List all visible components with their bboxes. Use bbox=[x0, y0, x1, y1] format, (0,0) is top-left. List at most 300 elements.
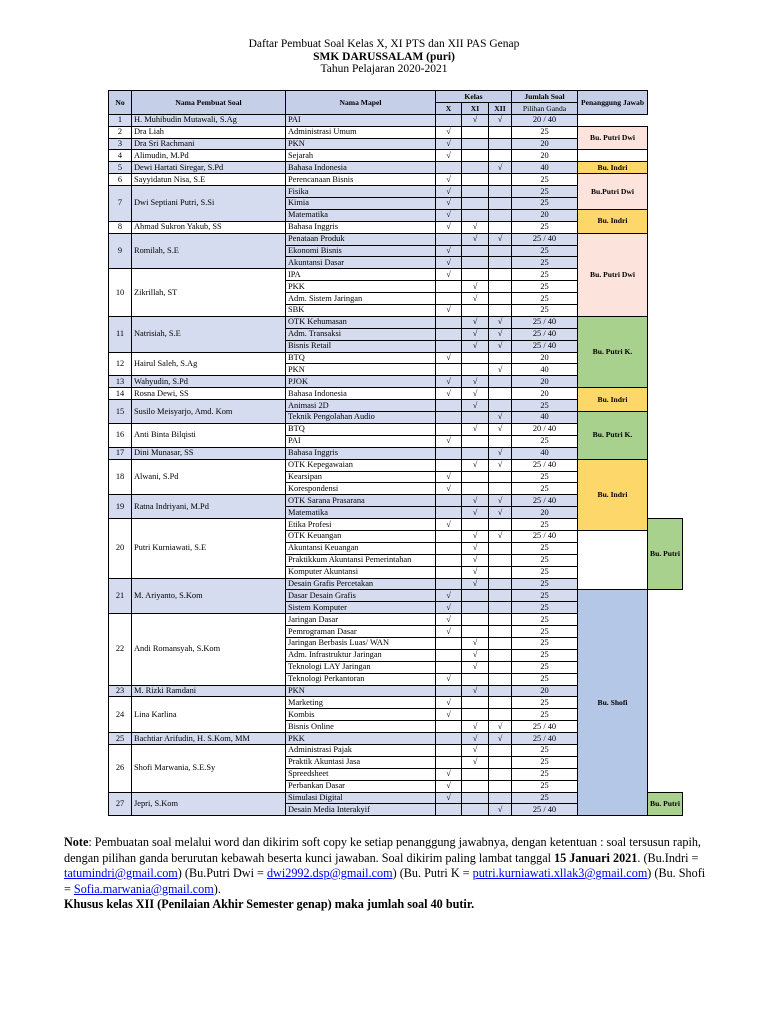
note-label: Note bbox=[64, 835, 89, 849]
question-count: 25 bbox=[512, 614, 578, 626]
class-xii-check: √ bbox=[489, 530, 512, 542]
question-count: 25 bbox=[512, 483, 578, 495]
question-count: 20 bbox=[512, 685, 578, 697]
row-number: 2 bbox=[109, 126, 132, 138]
class-x-check bbox=[436, 530, 462, 542]
class-xii-check bbox=[489, 388, 512, 400]
subject-name: Dasar Desain Grafis bbox=[286, 590, 436, 602]
row-number: 15 bbox=[109, 400, 132, 424]
subject-name: Administrasi Pajak bbox=[286, 744, 436, 756]
subject-name: PAI bbox=[286, 114, 436, 126]
class-xi-check bbox=[462, 174, 489, 186]
teacher-name: Shofi Marwania, S.E.Sy bbox=[132, 744, 286, 792]
class-x-check: √ bbox=[436, 209, 462, 221]
class-x-check bbox=[436, 316, 462, 328]
question-count: 20 bbox=[512, 209, 578, 221]
question-count: 25 / 40 bbox=[512, 804, 578, 816]
class-xi-check: √ bbox=[462, 721, 489, 733]
class-xi-check bbox=[462, 435, 489, 447]
class-xi-check bbox=[462, 412, 489, 424]
row-number: 26 bbox=[109, 744, 132, 792]
teacher-name: Lina Karlina bbox=[132, 697, 286, 733]
class-x-check: √ bbox=[436, 138, 462, 150]
class-xi-check: √ bbox=[462, 388, 489, 400]
class-xii-check bbox=[489, 305, 512, 317]
class-xii-check bbox=[489, 209, 512, 221]
col-header-pj: Penanggung Jawab bbox=[578, 91, 648, 115]
class-xii-check: √ bbox=[489, 340, 512, 352]
class-x-check bbox=[436, 400, 462, 412]
class-x-check bbox=[436, 637, 462, 649]
class-xii-check: √ bbox=[489, 316, 512, 328]
class-xi-check: √ bbox=[462, 340, 489, 352]
class-x-check bbox=[436, 412, 462, 424]
class-x-check bbox=[436, 733, 462, 745]
col-header-jumlah: Jumlah Soal bbox=[512, 91, 578, 103]
subject-name: Perbankan Dasar bbox=[286, 780, 436, 792]
class-xi-check: √ bbox=[462, 566, 489, 578]
subject-name: Teknik Pengolahan Audio bbox=[286, 412, 436, 424]
subject-name: Komputer Akuntansi bbox=[286, 566, 436, 578]
subject-name: PKN bbox=[286, 685, 436, 697]
teacher-name: Susilo Meisyarjo, Amd. Kom bbox=[132, 400, 286, 424]
class-xi-check bbox=[462, 447, 489, 459]
class-x-check bbox=[436, 423, 462, 435]
question-count: 20 bbox=[512, 138, 578, 150]
class-x-check: √ bbox=[436, 768, 462, 780]
class-xii-check bbox=[489, 519, 512, 531]
class-x-check: √ bbox=[436, 780, 462, 792]
class-xii-check bbox=[489, 435, 512, 447]
class-xii-check bbox=[489, 685, 512, 697]
subject-name: SBK bbox=[286, 305, 436, 317]
class-x-check bbox=[436, 447, 462, 459]
class-xii-check bbox=[489, 661, 512, 673]
class-xi-check bbox=[462, 483, 489, 495]
class-x-check: √ bbox=[436, 614, 462, 626]
class-xii-check bbox=[489, 697, 512, 709]
class-xi-check: √ bbox=[462, 459, 489, 471]
subject-name: Adm. Sistem Jaringan bbox=[286, 293, 436, 305]
question-count: 20 bbox=[512, 352, 578, 364]
subject-name: Bahasa Indonesia bbox=[286, 388, 436, 400]
class-x-check: √ bbox=[436, 257, 462, 269]
class-xi-check bbox=[462, 162, 489, 174]
table-row bbox=[109, 126, 683, 138]
teacher-name: Ahmad Sukron Yakub, SS bbox=[132, 221, 286, 233]
question-count: 25 / 40 bbox=[512, 495, 578, 507]
subject-name: PKK bbox=[286, 733, 436, 745]
teacher-name: Natrisiah, S.E bbox=[132, 316, 286, 352]
class-x-check bbox=[436, 721, 462, 733]
subject-name: PKK bbox=[286, 281, 436, 293]
question-count: 25 bbox=[512, 305, 578, 317]
subject-name: Jaringan Berbasis Luas/ WAN bbox=[286, 637, 436, 649]
subject-name: PKN bbox=[286, 138, 436, 150]
class-xi-check: √ bbox=[462, 756, 489, 768]
question-count: 25 bbox=[512, 198, 578, 210]
class-xii-check bbox=[489, 542, 512, 554]
class-xii-check: √ bbox=[489, 721, 512, 733]
teacher-name: Alwani, S.Pd bbox=[132, 459, 286, 495]
subject-name: Perencanaan Bisnis bbox=[286, 174, 436, 186]
question-count: 25 bbox=[512, 578, 578, 590]
class-xii-check bbox=[489, 245, 512, 257]
row-number: 14 bbox=[109, 388, 132, 400]
question-count: 25 bbox=[512, 626, 578, 638]
class-xii-check bbox=[489, 578, 512, 590]
class-x-check bbox=[436, 685, 462, 697]
question-count: 40 bbox=[512, 364, 578, 376]
question-count: 25 bbox=[512, 269, 578, 281]
question-count: 25 bbox=[512, 768, 578, 780]
teacher-name: Dwi Septiani Putri, S.Si bbox=[132, 186, 286, 222]
class-xi-check bbox=[462, 804, 489, 816]
class-xii-check bbox=[489, 792, 512, 804]
table-row bbox=[109, 150, 683, 162]
subject-name: Marketing bbox=[286, 697, 436, 709]
email-link-shofi[interactable]: Sofia.marwania@gmail.com bbox=[73, 881, 214, 896]
class-xi-check bbox=[462, 590, 489, 602]
class-xi-check bbox=[462, 245, 489, 257]
class-xii-check: √ bbox=[489, 162, 512, 174]
question-count: 40 bbox=[512, 447, 578, 459]
responsible-person bbox=[578, 150, 648, 162]
class-xii-check: √ bbox=[489, 233, 512, 245]
class-xi-check bbox=[462, 697, 489, 709]
class-x-check: √ bbox=[436, 590, 462, 602]
class-xii-check bbox=[489, 400, 512, 412]
teacher-name: Dini Munasar, SS bbox=[132, 447, 286, 459]
class-xii-check: √ bbox=[489, 459, 512, 471]
class-xi-check bbox=[462, 269, 489, 281]
class-xii-check bbox=[489, 471, 512, 483]
class-xi-check bbox=[462, 126, 489, 138]
subject-name: Matematika bbox=[286, 209, 436, 221]
class-xi-check: √ bbox=[462, 233, 489, 245]
subject-name: IPA bbox=[286, 269, 436, 281]
class-x-check: √ bbox=[436, 435, 462, 447]
class-x-check bbox=[436, 566, 462, 578]
class-xii-check: √ bbox=[489, 364, 512, 376]
document-title: Daftar Pembuat Soal Kelas X, XI PTS dan XII PAS Genap bbox=[248, 38, 520, 50]
subject-name: Administrasi Umum bbox=[286, 126, 436, 138]
class-xii-check bbox=[489, 637, 512, 649]
class-xii-check: √ bbox=[489, 328, 512, 340]
class-xi-check bbox=[462, 305, 489, 317]
col-header-xii: XII bbox=[489, 102, 512, 114]
class-xi-check bbox=[462, 209, 489, 221]
note-text-4: ) (Bu. Putri K = bbox=[392, 866, 473, 880]
email-link-putri-dwi[interactable]: dwi2992.dsp@gmail.com bbox=[266, 866, 393, 880]
subject-name: Pemrograman Dasar bbox=[286, 626, 436, 638]
class-xi-check: √ bbox=[462, 495, 489, 507]
class-xi-check: √ bbox=[462, 530, 489, 542]
class-xi-check: √ bbox=[462, 221, 489, 233]
class-xi-check: √ bbox=[462, 554, 489, 566]
col-header-no: No bbox=[109, 91, 132, 115]
subject-name: Kombis bbox=[286, 709, 436, 721]
class-x-check bbox=[436, 578, 462, 590]
class-xi-check: √ bbox=[462, 685, 489, 697]
class-xi-check bbox=[462, 614, 489, 626]
class-xii-check: √ bbox=[489, 733, 512, 745]
subject-name: Praktikkum Akuntansi Pemerintahan bbox=[286, 554, 436, 566]
teacher-name: Dra Liah bbox=[132, 126, 286, 138]
class-xi-check bbox=[462, 364, 489, 376]
row-number: 18 bbox=[109, 459, 132, 495]
subject-name: PKN bbox=[286, 364, 436, 376]
subject-name: Animasi 2D bbox=[286, 400, 436, 412]
note-text-3: ) (Bu.Putri Dwi = bbox=[177, 866, 267, 880]
teacher-name: M. Ariyanto, S.Kom bbox=[132, 578, 286, 614]
subject-name: PAI bbox=[286, 435, 436, 447]
class-x-check: √ bbox=[436, 126, 462, 138]
class-xii-check bbox=[489, 483, 512, 495]
class-xi-check: √ bbox=[462, 507, 489, 519]
subject-name: Penataan Produk bbox=[286, 233, 436, 245]
class-xii-check: √ bbox=[489, 114, 512, 126]
class-x-check: √ bbox=[436, 483, 462, 495]
class-xii-check bbox=[489, 614, 512, 626]
responsible-person: Bu. Putri bbox=[648, 519, 683, 590]
question-count: 25 / 40 bbox=[512, 459, 578, 471]
row-number: 27 bbox=[109, 792, 132, 816]
question-count: 25 / 40 bbox=[512, 233, 578, 245]
question-count: 25 bbox=[512, 519, 578, 531]
class-x-check bbox=[436, 364, 462, 376]
teacher-name: Hairul Saleh, S.Ag bbox=[132, 352, 286, 376]
class-x-check: √ bbox=[436, 376, 462, 388]
question-count: 25 bbox=[512, 756, 578, 768]
subject-name: Bisnis Online bbox=[286, 721, 436, 733]
class-x-check bbox=[436, 804, 462, 816]
row-number: 19 bbox=[109, 495, 132, 519]
question-maker-table bbox=[108, 90, 683, 816]
note-text-2: . (Bu.Indri = bbox=[637, 850, 699, 865]
table-row bbox=[109, 578, 683, 590]
table-row bbox=[109, 162, 683, 174]
subject-name: Desain Media Interakyif bbox=[286, 804, 436, 816]
class-xii-check bbox=[489, 744, 512, 756]
subject-name: BTQ bbox=[286, 423, 436, 435]
table-row bbox=[109, 233, 683, 245]
subject-name: Teknologi LAY Jaringan bbox=[286, 661, 436, 673]
teacher-name: Alimudin, M.Pd bbox=[132, 150, 286, 162]
question-count: 25 bbox=[512, 293, 578, 305]
class-x-check bbox=[436, 542, 462, 554]
class-x-check bbox=[436, 233, 462, 245]
question-count: 25 bbox=[512, 780, 578, 792]
class-xii-check bbox=[489, 554, 512, 566]
table-row bbox=[109, 459, 683, 471]
question-count: 25 bbox=[512, 174, 578, 186]
question-count: 25 / 40 bbox=[512, 328, 578, 340]
subject-name: Fisika bbox=[286, 186, 436, 198]
class-xi-check bbox=[462, 198, 489, 210]
class-xi-check: √ bbox=[462, 744, 489, 756]
class-xi-check: √ bbox=[462, 649, 489, 661]
class-xi-check bbox=[462, 673, 489, 685]
row-number: 25 bbox=[109, 733, 132, 745]
question-count: 25 bbox=[512, 281, 578, 293]
class-xi-check bbox=[462, 186, 489, 198]
subject-name: Akuntansi Dasar bbox=[286, 257, 436, 269]
class-x-check: √ bbox=[436, 150, 462, 162]
responsible-person: Bu. Indri bbox=[578, 388, 648, 412]
email-link-putri-k[interactable]: putri.kurniawati.xllak3@gmail.com bbox=[472, 866, 648, 880]
class-xi-check bbox=[462, 138, 489, 150]
class-xii-check bbox=[489, 709, 512, 721]
question-count: 25 bbox=[512, 257, 578, 269]
question-count: 25 / 40 bbox=[512, 733, 578, 745]
class-x-check: √ bbox=[436, 519, 462, 531]
question-count: 25 bbox=[512, 649, 578, 661]
question-count: 25 bbox=[512, 245, 578, 257]
question-count: 25 bbox=[512, 554, 578, 566]
class-xi-check: √ bbox=[462, 293, 489, 305]
class-xi-check: √ bbox=[462, 423, 489, 435]
teacher-name: Ratna Indriyani, M.Pd bbox=[132, 495, 286, 519]
responsible-person: Bu. Indri bbox=[578, 459, 648, 530]
class-xi-check bbox=[462, 150, 489, 162]
class-xii-check: √ bbox=[489, 495, 512, 507]
teacher-name: Sayyidatun Nisa, S.E bbox=[132, 174, 286, 186]
class-x-check: √ bbox=[436, 245, 462, 257]
subject-name: Simulasi Digital bbox=[286, 792, 436, 804]
class-xii-check bbox=[489, 768, 512, 780]
subject-name: Sistem Komputer bbox=[286, 602, 436, 614]
class-x-check bbox=[436, 756, 462, 768]
responsible-person: Bu. Putri bbox=[648, 792, 683, 816]
class-x-check: √ bbox=[436, 697, 462, 709]
class-xi-check bbox=[462, 626, 489, 638]
class-x-check: √ bbox=[436, 626, 462, 638]
subject-name: Sejarah bbox=[286, 150, 436, 162]
class-x-check: √ bbox=[436, 709, 462, 721]
subject-name: Jaringan Dasar bbox=[286, 614, 436, 626]
question-count: 20 / 40 bbox=[512, 114, 578, 126]
question-count: 25 bbox=[512, 697, 578, 709]
note-paragraph bbox=[64, 835, 714, 913]
class-xi-check: √ bbox=[462, 578, 489, 590]
row-number: 7 bbox=[109, 186, 132, 222]
col-header-xi: XI bbox=[462, 102, 489, 114]
note-bold-line: Khusus kelas XII (Penilaian Akhir Semester genap) maka jumlah soal 40 butir. bbox=[64, 897, 475, 911]
question-count: 25 bbox=[512, 221, 578, 233]
class-x-check bbox=[436, 459, 462, 471]
class-xi-check bbox=[462, 602, 489, 614]
question-count: 25 / 40 bbox=[512, 340, 578, 352]
teacher-name: Andi Romansyah, S.Kom bbox=[132, 614, 286, 685]
question-count: 25 bbox=[512, 186, 578, 198]
class-xii-check bbox=[489, 352, 512, 364]
class-xii-check bbox=[489, 198, 512, 210]
question-count: 25 bbox=[512, 792, 578, 804]
class-x-check: √ bbox=[436, 471, 462, 483]
class-x-check: √ bbox=[436, 792, 462, 804]
subject-name: Desain Grafis Percetakan bbox=[286, 578, 436, 590]
subject-name: Akuntansi Keuangan bbox=[286, 542, 436, 554]
class-x-check: √ bbox=[436, 269, 462, 281]
class-x-check bbox=[436, 293, 462, 305]
table-row bbox=[109, 174, 683, 186]
class-xi-check: √ bbox=[462, 328, 489, 340]
responsible-person: Bu. Putri K. bbox=[578, 316, 648, 387]
subject-name: Bahasa Indonesia bbox=[286, 162, 436, 174]
class-xii-check bbox=[489, 269, 512, 281]
responsible-person: Bu. Putri Dwi bbox=[578, 233, 648, 316]
class-xi-check: √ bbox=[462, 542, 489, 554]
responsible-person: Bu. Shofi bbox=[578, 590, 648, 816]
class-x-check bbox=[436, 661, 462, 673]
class-xi-check bbox=[462, 709, 489, 721]
question-count: 25 bbox=[512, 637, 578, 649]
class-x-check: √ bbox=[436, 221, 462, 233]
class-x-check: √ bbox=[436, 388, 462, 400]
question-count: 25 bbox=[512, 566, 578, 578]
class-xi-check: √ bbox=[462, 281, 489, 293]
row-number: 9 bbox=[109, 233, 132, 269]
class-xii-check bbox=[489, 257, 512, 269]
class-xii-check bbox=[489, 221, 512, 233]
class-x-check: √ bbox=[436, 305, 462, 317]
subject-name: Spreedsheet bbox=[286, 768, 436, 780]
class-xii-check: √ bbox=[489, 423, 512, 435]
class-xii-check bbox=[489, 126, 512, 138]
class-x-check: √ bbox=[436, 352, 462, 364]
email-link-indri[interactable]: tatumindri@gmail.com bbox=[64, 866, 178, 880]
teacher-name: Dewi Hartati Siregar, S.Pd bbox=[132, 162, 286, 174]
subject-name: Matematika bbox=[286, 507, 436, 519]
class-xi-check: √ bbox=[462, 376, 489, 388]
subject-name: Kimia bbox=[286, 198, 436, 210]
teacher-name: Putri Kurniawati, S.E bbox=[132, 519, 286, 578]
row-number: 23 bbox=[109, 685, 132, 697]
question-count: 20 bbox=[512, 507, 578, 519]
question-count: 25 bbox=[512, 126, 578, 138]
class-x-check bbox=[436, 281, 462, 293]
responsible-person: Bu. Indri bbox=[578, 209, 648, 233]
subject-name: Praktik Akuntasi Jasa bbox=[286, 756, 436, 768]
subject-name: OTK Sarana Prasarana bbox=[286, 495, 436, 507]
subject-name: OTK Kepegawaian bbox=[286, 459, 436, 471]
subject-name: BTQ bbox=[286, 352, 436, 364]
class-xi-check bbox=[462, 471, 489, 483]
responsible-person: Bu.Putri Dwi bbox=[578, 174, 648, 210]
row-number: 21 bbox=[109, 578, 132, 614]
class-x-check bbox=[436, 328, 462, 340]
responsible-person: Bu. Putri Dwi bbox=[578, 126, 648, 150]
col-header-pilihan: Pilihan Ganda bbox=[512, 102, 578, 114]
row-number: 5 bbox=[109, 162, 132, 174]
class-xii-check bbox=[489, 780, 512, 792]
question-count: 20 bbox=[512, 376, 578, 388]
teacher-name: H. Muhibudin Mutawali, S.Ag bbox=[132, 114, 286, 126]
teacher-name: Bachtiar Arifudin, H. S.Kom, MM bbox=[132, 733, 286, 745]
question-count: 25 bbox=[512, 673, 578, 685]
teacher-name: Jepri, S.Kom bbox=[132, 792, 286, 816]
class-xii-check bbox=[489, 174, 512, 186]
class-xi-check bbox=[462, 792, 489, 804]
row-number: 1 bbox=[109, 114, 132, 126]
row-number: 22 bbox=[109, 614, 132, 685]
class-xii-check bbox=[489, 150, 512, 162]
class-xi-check bbox=[462, 257, 489, 269]
teacher-name: M. Rizki Ramdani bbox=[132, 685, 286, 697]
class-xii-check bbox=[489, 281, 512, 293]
class-x-check: √ bbox=[436, 602, 462, 614]
